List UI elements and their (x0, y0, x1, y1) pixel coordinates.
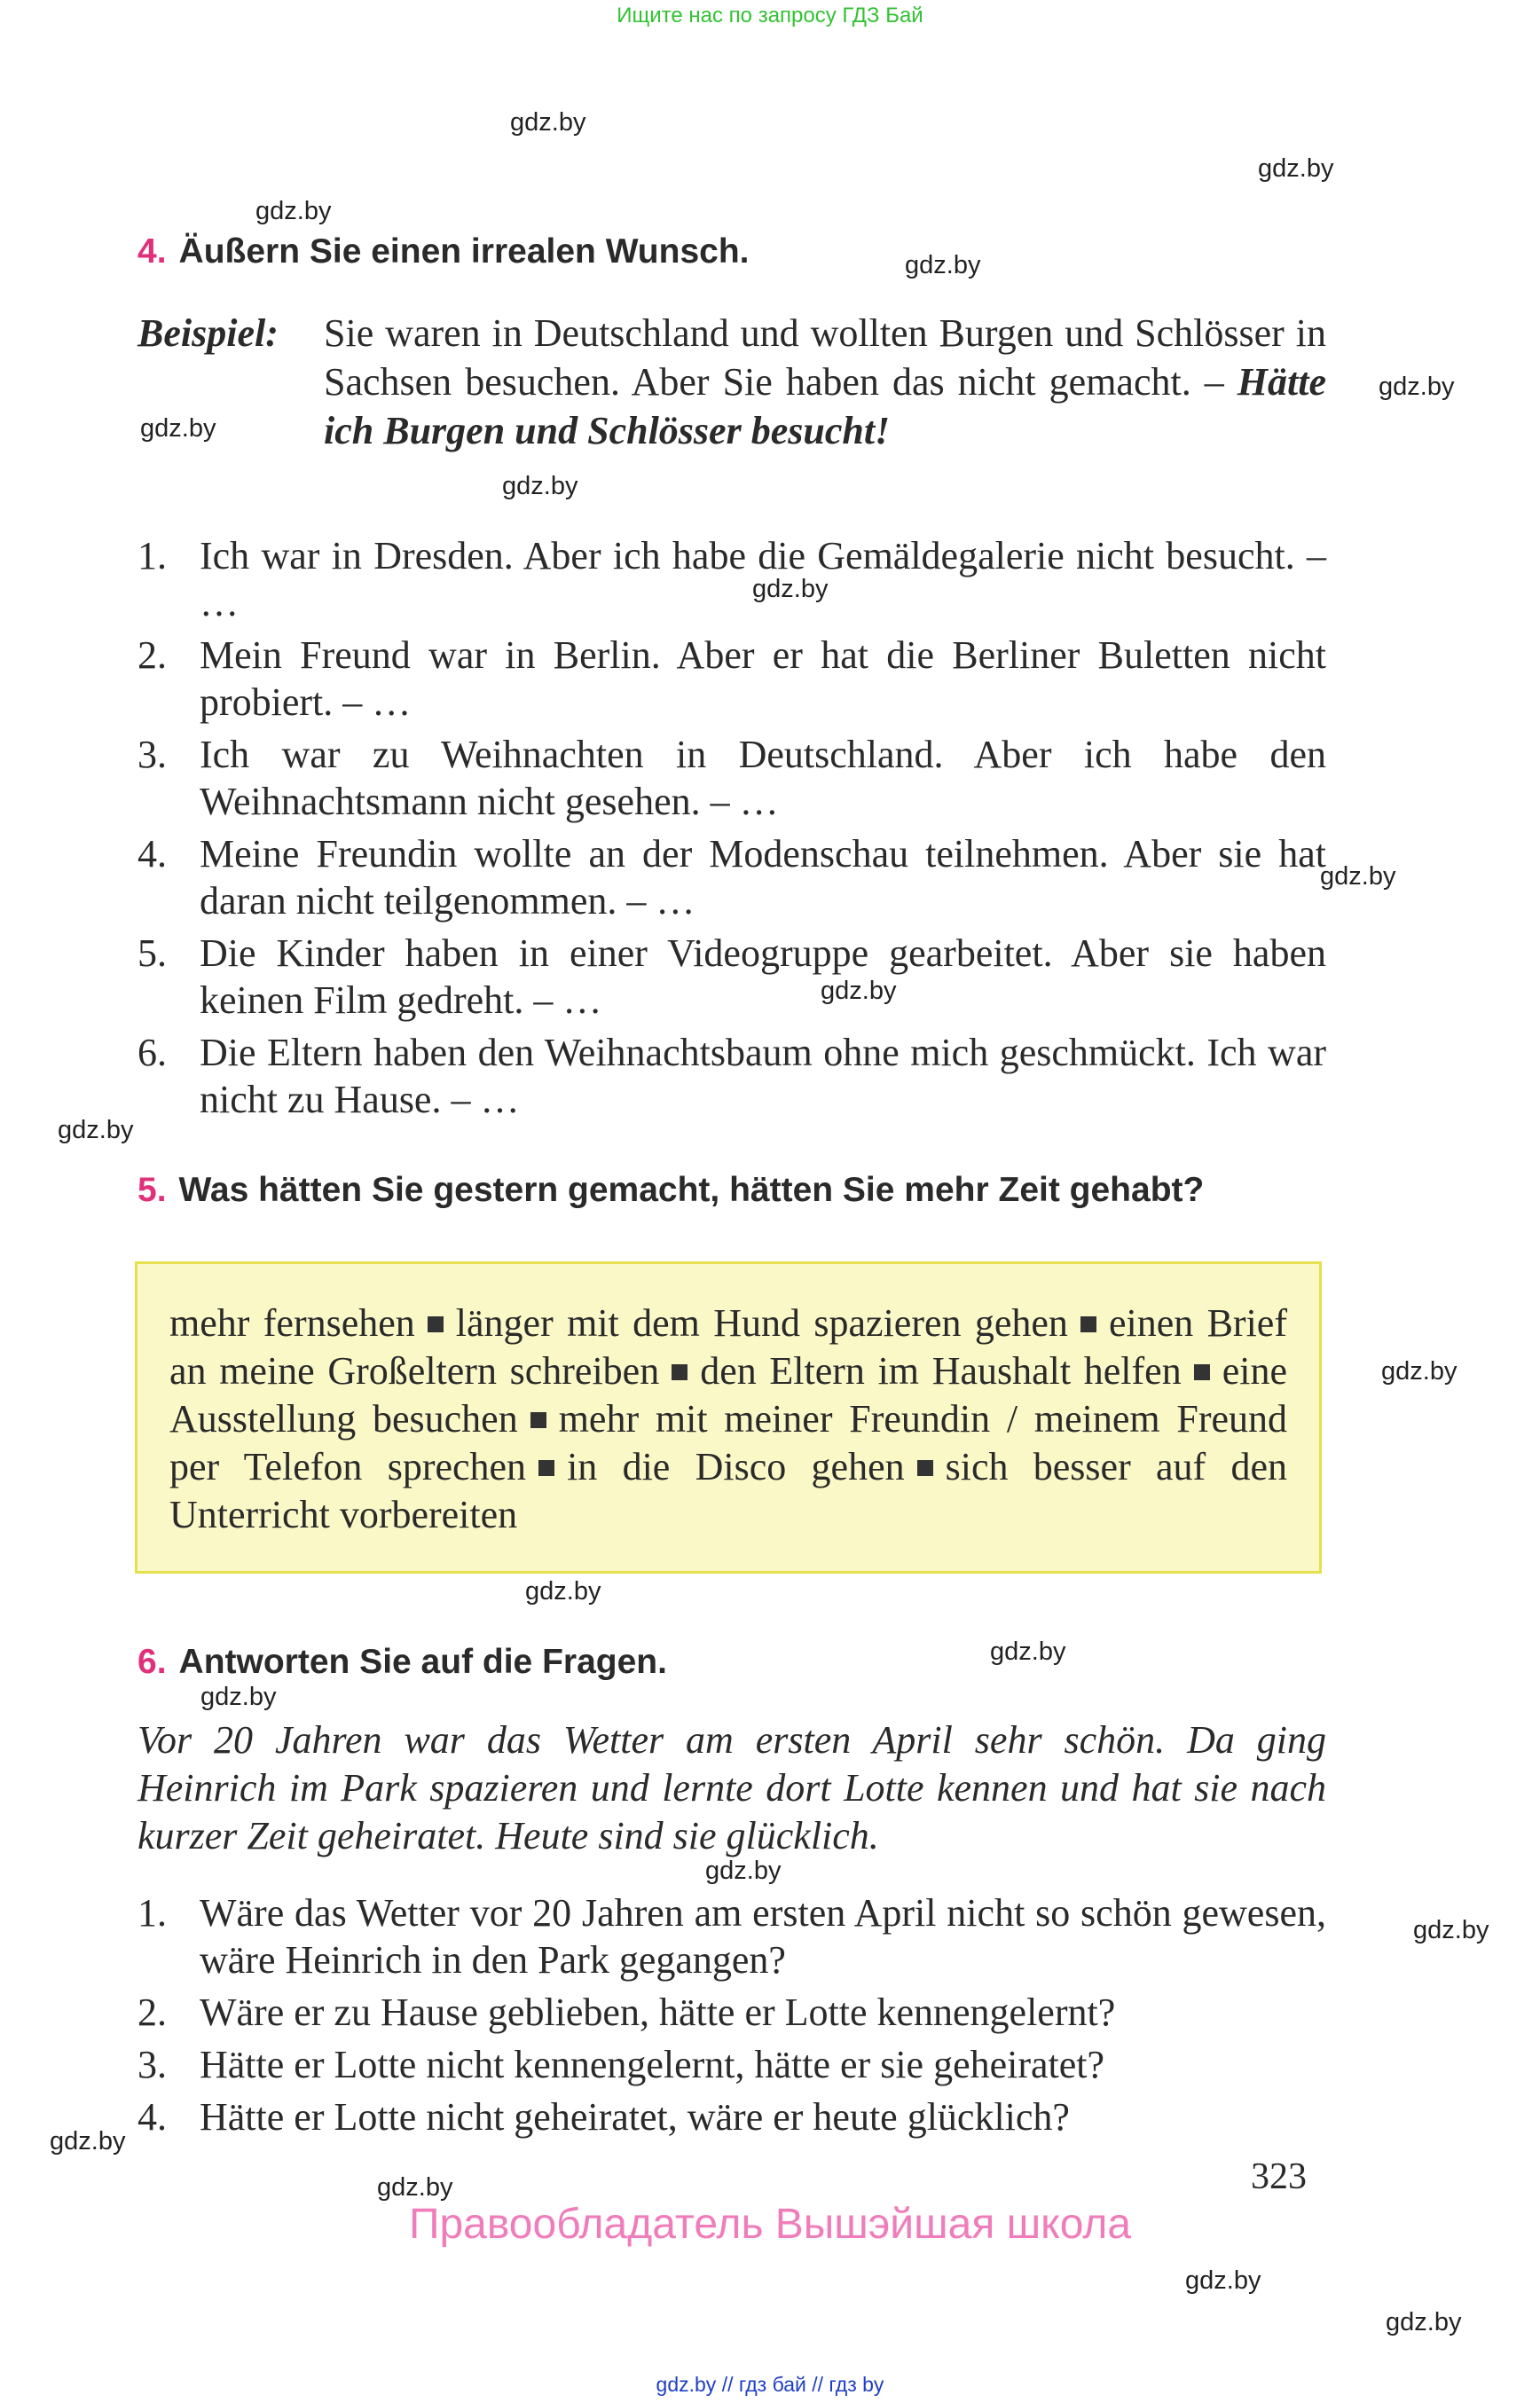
item-text: Wäre er zu Hause geblieben, hätte er Lotte kennengelernt? (200, 1991, 1116, 2034)
phrase-item: den Eltern im Haushalt helfen (700, 1349, 1182, 1393)
separator-square-icon (530, 1412, 546, 1428)
item-number: 3. (138, 2043, 167, 2086)
item-text: Mein Freund war in Berlin. Aber er hat die Berliner Buletten nicht probiert. – … (200, 633, 1326, 724)
item-text: Ich war zu Weihnachten in Deutschland. Aber ich habe den Weihnachtsmann nicht gesehen. – … (200, 733, 1326, 823)
phrase-item: mehr mit meiner Freundin / meinem Freund per Telefon sprechen (169, 1397, 1287, 1488)
item-number: 1. (138, 1891, 167, 1935)
example-text (324, 309, 1326, 455)
page-number: 323 (1251, 2156, 1307, 2197)
watermark: gdz.by (1320, 862, 1396, 891)
exercise-title: Äußern Sie einen irrealen Wunsch. (178, 232, 750, 271)
watermark: gdz.by (58, 1116, 134, 1144)
separator-square-icon (538, 1460, 554, 1476)
footer-links[interactable]: gdz.by // гдз бай // гдз by (656, 2373, 884, 2396)
list-item (138, 2041, 1326, 2088)
watermark: gdz.by (200, 1683, 277, 1711)
exercise-number: 6. (138, 1643, 167, 1681)
separator-square-icon (672, 1364, 688, 1380)
top-note: Ищите нас по запросу ГДЗ Бай (617, 4, 923, 27)
example-block (138, 309, 1326, 455)
list-item (138, 2093, 1326, 2140)
watermark: gdz.by (1386, 2308, 1462, 2336)
phrase-item: eine Ausstellung besuchen (169, 1349, 1288, 1441)
phrase-item: in die Disco gehen (567, 1445, 905, 1488)
item-number: 4. (138, 2095, 167, 2139)
exercise-4-list (138, 532, 1326, 1128)
watermark: gdz.by (752, 575, 829, 603)
list-item (138, 830, 1326, 924)
separator-square-icon (1194, 1364, 1210, 1380)
item-text: Die Kinder haben in einer Videogruppe gearbeitet. Aber sie haben keinen Film gedreht. – … (200, 931, 1326, 1022)
phrase-item: einen Brief an meine Großeltern schreiben (169, 1301, 1287, 1393)
item-number: 2. (138, 633, 167, 677)
exercise-6-list (138, 1889, 1326, 2146)
watermark: gdz.by (1185, 2266, 1261, 2295)
watermark: gdz.by (1379, 373, 1455, 401)
example-sentence: Sie waren in Deutschland und wollten Burgen und Schlösser in Sachsen besuchen. Aber Sie haben das nicht gemacht. – (324, 311, 1326, 404)
exercise-4-heading (138, 232, 749, 271)
separator-square-icon (917, 1460, 933, 1476)
exercise-5-heading (138, 1171, 1204, 1210)
item-text: Hätte er Lotte nicht geheiratet, wäre er heute glücklich? (200, 2095, 1070, 2139)
watermark: gdz.by (510, 108, 586, 137)
exercise-title: Was hätten Sie gestern gemacht, hätten Sie mehr Zeit gehabt? (178, 1171, 1205, 1209)
exercise-title: Antworten Sie auf die Fragen. (178, 1643, 667, 1681)
item-number: 2. (138, 1991, 167, 2034)
list-item (138, 632, 1326, 726)
item-text: Die Eltern haben den Weihnachtsbaum ohne mich geschmückt. Ich war nicht zu Hause. – … (200, 1031, 1326, 1121)
exercise-number: 5. (138, 1171, 167, 1209)
watermark: gdz.by (525, 1577, 601, 1606)
watermark: gdz.by (50, 2127, 126, 2156)
item-text: Ich war in Dresden. Aber ich habe die Gemäldegalerie nicht besucht. – … (200, 534, 1326, 624)
phrase-box (135, 1261, 1322, 1574)
exercise-number: 4. (138, 232, 167, 271)
list-item (138, 930, 1326, 1024)
phrase-item: mehr fernsehen (169, 1301, 415, 1345)
item-number: 1. (138, 534, 167, 577)
separator-square-icon (428, 1316, 444, 1332)
item-number: 6. (138, 1031, 167, 1074)
item-text: Wäre das Wetter vor 20 Jahren am ersten April nicht so schön gewesen, wäre Heinrich in den Park gegangen? (200, 1891, 1326, 1982)
example-label: Beispiel: (138, 311, 279, 355)
item-number: 3. (138, 733, 167, 776)
list-item (138, 1989, 1326, 2036)
watermark: gdz.by (377, 2173, 453, 2202)
watermark: gdz.by (1413, 1916, 1489, 1944)
phrase-item: länger mit dem Hund spazieren gehen (455, 1301, 1068, 1345)
watermark: gdz.by (502, 472, 578, 500)
watermark: gdz.by (905, 251, 981, 279)
item-number: 5. (138, 931, 167, 975)
watermark: gdz.by (990, 1637, 1066, 1666)
rights-holder: Правообладатель Вышэйшая школа (408, 2201, 1132, 2248)
story-text: Vor 20 Jahren war das Wetter am ersten April sehr schön. Da ging Heinrich im Park spazieren und lernte dort Lotte kennen und hat sie nach kurzer Zeit geheiratet. Heute sind sie glücklich. (138, 1718, 1326, 1857)
watermark: gdz.by (1258, 154, 1334, 183)
list-item (138, 731, 1326, 825)
watermark: gdz.by (705, 1857, 782, 1885)
list-item (138, 1029, 1326, 1123)
item-text: Hätte er Lotte nicht kennengelernt, hätte er sie geheiratet? (200, 2043, 1105, 2086)
list-item (138, 532, 1326, 626)
phrase-item: sich besser auf den Unterricht vorbereiten (169, 1445, 1287, 1536)
watermark: gdz.by (821, 977, 897, 1005)
watermark: gdz.by (140, 414, 216, 443)
list-item (138, 1889, 1326, 1983)
watermark: gdz.by (1381, 1357, 1458, 1386)
separator-square-icon (1080, 1316, 1096, 1332)
exercise-6-heading (138, 1643, 667, 1682)
item-text: Meine Freundin wollte an der Modenschau teilnehmen. Aber sie hat daran nicht teilgenommen. – … (200, 832, 1326, 923)
item-number: 4. (138, 832, 167, 876)
example-answer: Hätte ich Burgen und Schlösser besucht! (324, 360, 1326, 452)
watermark: gdz.by (255, 197, 332, 225)
